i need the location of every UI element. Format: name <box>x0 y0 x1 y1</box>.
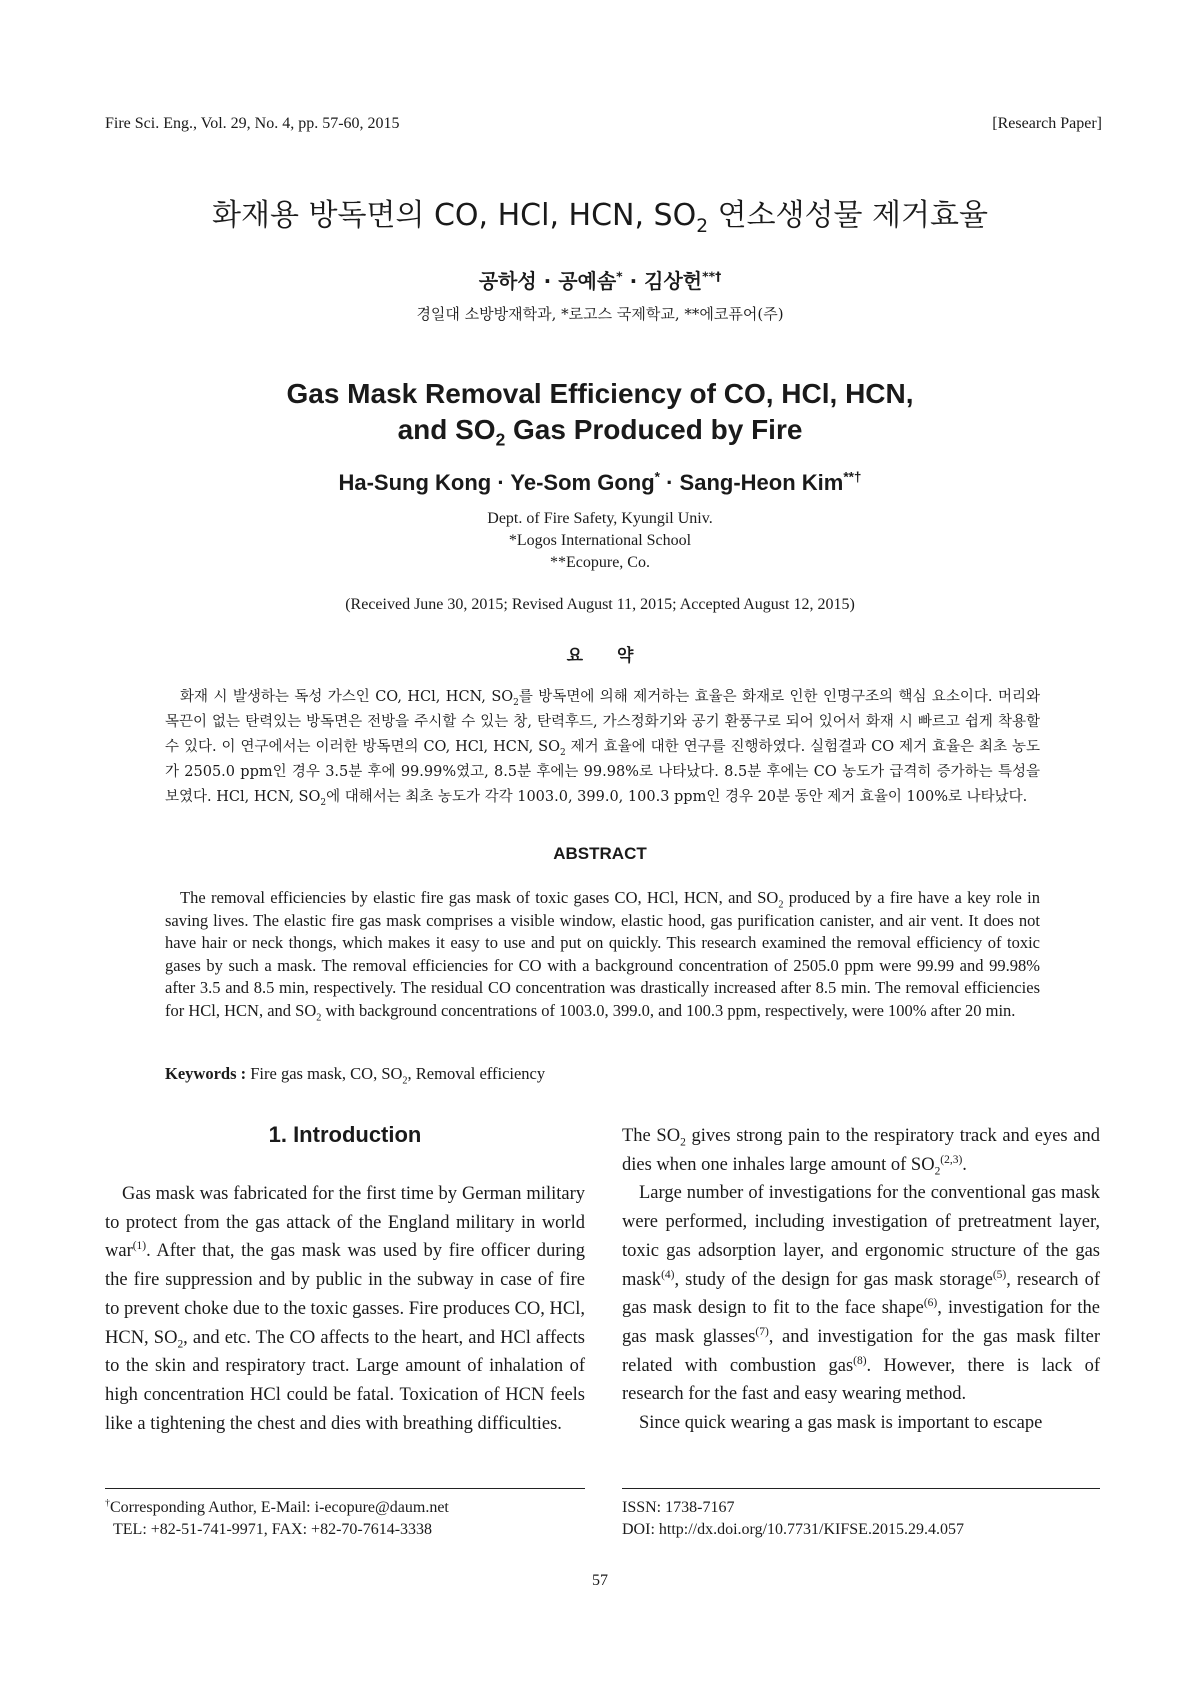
received-dates: (Received June 30, 2015; Revised August 11, 2015; Accepted August 12, 2015) <box>345 596 855 613</box>
english-title: Gas Mask Removal Efficiency of CO, HCl, HCN, and $SO_2$ Gas Produced by Fire <box>286 378 914 450</box>
page-number: 57 <box>592 1572 608 1589</box>
issn-doi-footnote: ISSN: 1738-7167 DOI: http://dx.doi.org/10.7731/KIFSE.2015.29.4.057 <box>622 1499 964 1538</box>
paper-type: [Research Paper] <box>992 115 1102 132</box>
english-abstract: The removal efficiencies by elastic fire gas mask of toxic gases CO, HCl, HCN, and $SO_2$ produced by a fire have a key role in saving lives. The elastic fire gas mask comprises a visible window, elastic hood, gas purification canister, and air vent. It does not have hair or neck thongs, which makes it easy to use and put on quickly. This research examined the removal efficiency of toxic gases by such a mask. The removal efficiencies for CO with a background concentration of 2505.0 ppm were 99.99 and 99.98% after 3.5 and 8.5 min, respectively. The residual CO concentration was drastically increased after 8.5 min. The removal efficiencies for HCl, HCN, and $SO_2$ with background concentrations of 1003.0, 399.0, and 100.3 ppm, respectively, were 100% after 20 min. <box>165 888 1040 1023</box>
korean-abstract-heading: 요약 <box>566 646 668 666</box>
korean-authors: 공하성 · 공예솜* · 김상헌**† <box>478 268 722 293</box>
footnote-divider-right <box>622 1488 1100 1489</box>
english-authors: Ha-Sung Kong · Ye-Som Gong* · Sang-Heon Kim**† <box>338 469 862 495</box>
section-heading-introduction: 1. Introduction <box>268 1122 422 1147</box>
paragraph: Large number of investigations for the conventional gas mask were performed, including investigation of pretreatment layer, toxic gas adsorption layer, and ergonomic structure of the gas mask$^{(4)}$, study of the design for gas mask storage$^{(5)}$, research of gas mask design to fit to the face shape$^{(6)}$, investigation for the gas mask glasses$^{(7)}$, and investigation for the gas mask filter related with combustion gas$^{(8)}$. However, there is lack of research for the fast and easy wearing method. <box>622 1183 1100 1405</box>
korean-abstract: 화재 시 발생하는 독성 가스인 CO, HCl, HCN, $SO_2$를 방독면에 의해 제거하는 효율은 화재로 인한 인명구조의 핵심 요소이다. 머리와 목끈이 없는 탄력있는 방독면은 전방을 주시할 수 있는 창, 탄력후드, 가스정화기와 공기 환풍구로 되어 있어서 화재 시 빠르고 쉽게 착용할 수 있다. 이 연구에서는 이러한 방독면의 CO, HCl, HCN, $SO_2$ 제거 효율에 대한 연구를 진행하였다. 실험결과 CO 제거 효율은 최초 농도가 2505.0 ppm인 경우 3.5분 후에 99.99%였고, 8.5분 후에는 99.98%로 나타났다. 8.5분 후에는 CO 농도가 급격히 증가하는 특성을 보였다. HCl, HCN, $SO_2$에 대해서는 최초 농도가 각각 1003.0, 399.0, 100.3 ppm인 경우 20분 동안 제거 효율이 100%로 나타났다. <box>165 689 1040 808</box>
paragraph: Since quick wearing a gas mask is important to escape <box>639 1413 1043 1434</box>
introduction-left-column: Gas mask was fabricated for the first time by German military to protect from the gas attack of the England military in world war$^{(1)}$. After that, the gas mask was used by fire officer during the fire suppression and by public in the subway in case of fire to prevent choke due to the toxic gasses. Fire produces CO, HCl, HCN, $SO_2$, and etc. The CO affects to the heart, and HCl affects to the skin and respiratory tract. Large amount of inhalation of high concentration HCl could be fatal. Toxication of HCN feels like a tightening the chest and dies with breathing difficulties. <box>105 1184 585 1434</box>
korean-title: 화재용 방독면의 CO, HCl, HCN, $SO_2$ 연소생성물 제거효율 <box>212 198 988 237</box>
introduction-right-column <box>622 1122 1100 1438</box>
footnote-divider-left <box>105 1488 585 1489</box>
keywords: Keywords : Fire gas mask, CO, $SO_2$, Removal efficiency <box>165 1064 546 1087</box>
paragraph: The $SO_2$ gives strong pain to the respiratory track and eyes and dies when one inhales large amount of $SO_2^{(2,3)}$. <box>622 1126 1100 1178</box>
korean-affiliation: 경일대 소방방재학과, *로고스 국제학교, **에코퓨어(주) <box>416 305 784 323</box>
journal-citation: Fire Sci. Eng., Vol. 29, No. 4, pp. 57-60, 2015 <box>105 115 400 132</box>
corresponding-author-footnote: †Corresponding Author, E-Mail: i-ecopure@daum.net TEL: +82-51-741-9971, FAX: +82-70-7614-3338 <box>105 1497 449 1538</box>
abstract-heading: ABSTRACT <box>553 844 647 863</box>
english-affiliations: Dept. of Fire Safety, Kyungil Univ. *Logos International School **Ecopure, Co. <box>487 510 713 571</box>
